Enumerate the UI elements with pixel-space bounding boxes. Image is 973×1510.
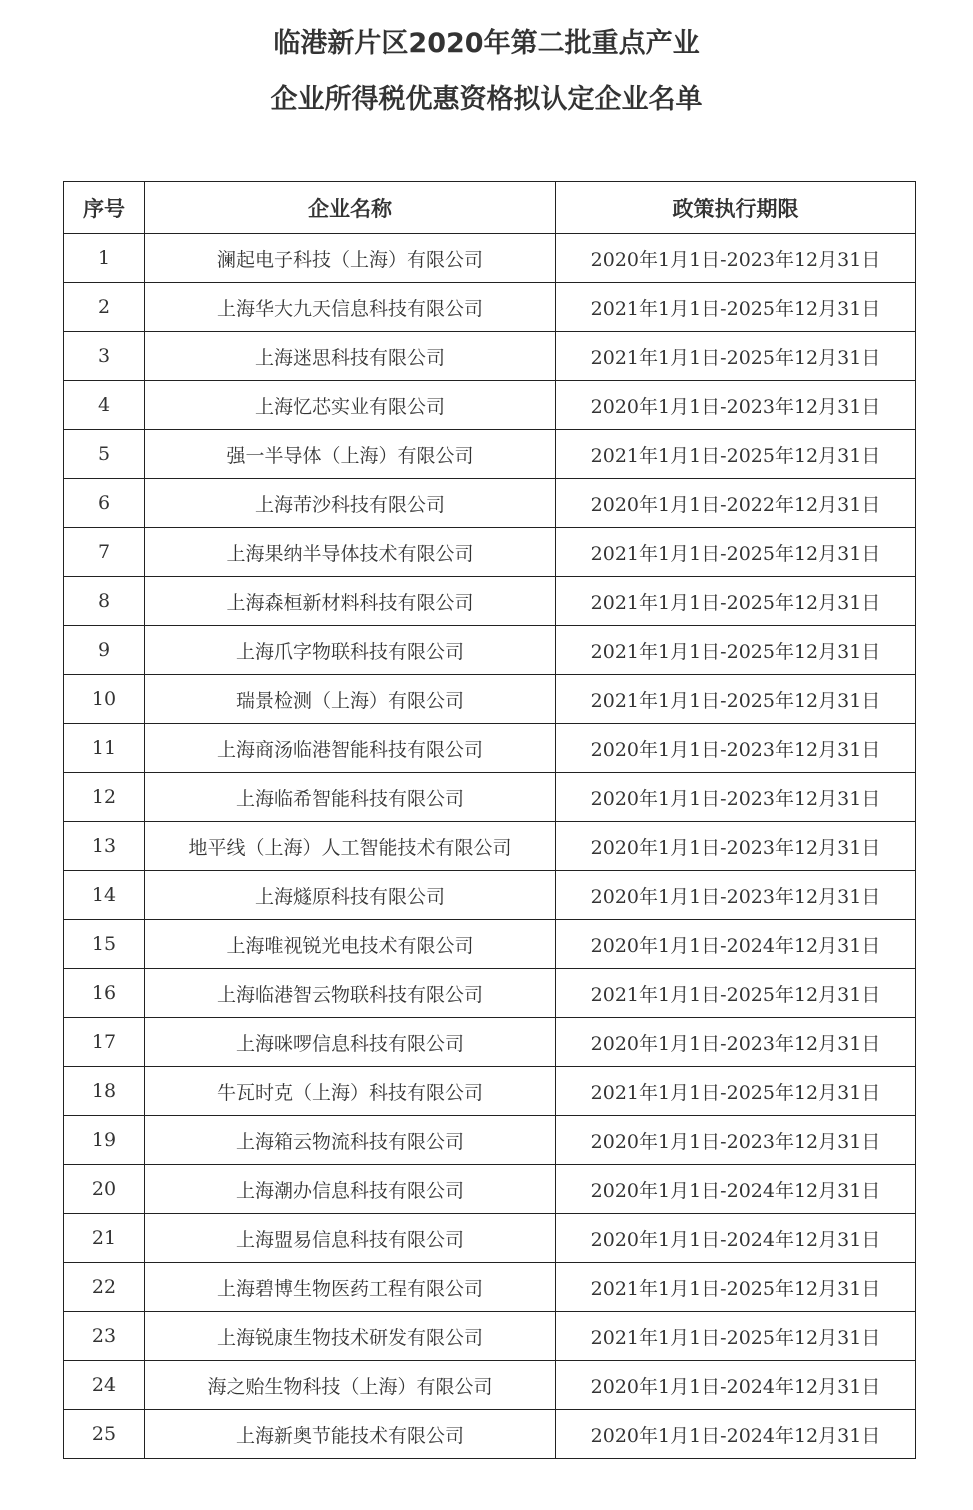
table-row (64, 871, 916, 920)
table-body (64, 234, 916, 1459)
row-index: 22 (64, 1263, 145, 1312)
enterprise-name: 上海潮办信息科技有限公司 (145, 1165, 556, 1214)
enterprise-name: 地平线（上海）人工智能技术有限公司 (145, 822, 556, 871)
row-index: 24 (64, 1361, 145, 1410)
policy-period: 2020年1月1日-2023年12月31日 (556, 871, 916, 920)
enterprise-name: 上海临港智云物联科技有限公司 (145, 969, 556, 1018)
enterprise-name: 牛瓦时克（上海）科技有限公司 (145, 1067, 556, 1116)
policy-period: 2021年1月1日-2025年12月31日 (556, 969, 916, 1018)
policy-period: 2021年1月1日-2025年12月31日 (556, 332, 916, 381)
enterprise-name: 上海碧博生物医药工程有限公司 (145, 1263, 556, 1312)
table-row (64, 1018, 916, 1067)
enterprise-name: 上海盟易信息科技有限公司 (145, 1214, 556, 1263)
policy-period: 2020年1月1日-2022年12月31日 (556, 479, 916, 528)
table-row (64, 773, 916, 822)
enterprise-name: 上海燧原科技有限公司 (145, 871, 556, 920)
enterprise-name: 上海咪啰信息科技有限公司 (145, 1018, 556, 1067)
row-index: 6 (64, 479, 145, 528)
policy-period: 2021年1月1日-2025年12月31日 (556, 626, 916, 675)
table-row (64, 1214, 916, 1263)
table-row (64, 234, 916, 283)
document-title-line-1: 临港新片区2020年第二批重点产业 (273, 28, 700, 59)
header-policy-period: 政策执行期限 (556, 182, 916, 234)
table-row (64, 332, 916, 381)
table-row (64, 969, 916, 1018)
row-index: 4 (64, 381, 145, 430)
policy-period: 2020年1月1日-2023年12月31日 (556, 1116, 916, 1165)
policy-period: 2021年1月1日-2025年12月31日 (556, 528, 916, 577)
table-row (64, 1410, 916, 1459)
table-row (64, 1116, 916, 1165)
table-row (64, 724, 916, 773)
policy-period: 2021年1月1日-2025年12月31日 (556, 283, 916, 332)
table-row (64, 479, 916, 528)
row-index: 2 (64, 283, 145, 332)
row-index: 7 (64, 528, 145, 577)
policy-period: 2021年1月1日-2025年12月31日 (556, 1067, 916, 1116)
row-index: 5 (64, 430, 145, 479)
row-index: 17 (64, 1018, 145, 1067)
table-row (64, 626, 916, 675)
table-row (64, 577, 916, 626)
enterprise-name: 上海锐康生物技术研发有限公司 (145, 1312, 556, 1361)
table-row (64, 1361, 916, 1410)
header-index: 序号 (64, 182, 145, 234)
enterprise-name: 上海森桓新材料科技有限公司 (145, 577, 556, 626)
row-index: 16 (64, 969, 145, 1018)
table-row (64, 822, 916, 871)
row-index: 3 (64, 332, 145, 381)
row-index: 25 (64, 1410, 145, 1459)
table-row (64, 1263, 916, 1312)
table-row (64, 1067, 916, 1116)
table-row (64, 1165, 916, 1214)
table-row (64, 528, 916, 577)
enterprise-list-table (63, 181, 916, 1459)
policy-period: 2021年1月1日-2025年12月31日 (556, 1312, 916, 1361)
policy-period: 2020年1月1日-2023年12月31日 (556, 773, 916, 822)
enterprise-name: 澜起电子科技（上海）有限公司 (145, 234, 556, 283)
policy-period: 2020年1月1日-2023年12月31日 (556, 822, 916, 871)
document-title-line-2: 企业所得税优惠资格拟认定企业名单 (270, 84, 703, 115)
row-index: 9 (64, 626, 145, 675)
policy-period: 2020年1月1日-2023年12月31日 (556, 381, 916, 430)
row-index: 1 (64, 234, 145, 283)
table-row (64, 283, 916, 332)
policy-period: 2020年1月1日-2024年12月31日 (556, 1410, 916, 1459)
policy-period: 2021年1月1日-2025年12月31日 (556, 577, 916, 626)
table-row (64, 920, 916, 969)
row-index: 8 (64, 577, 145, 626)
row-index: 23 (64, 1312, 145, 1361)
table-row (64, 381, 916, 430)
row-index: 13 (64, 822, 145, 871)
enterprise-name: 上海新奥节能技术有限公司 (145, 1410, 556, 1459)
policy-period: 2021年1月1日-2025年12月31日 (556, 1263, 916, 1312)
enterprise-name: 上海果纳半导体技术有限公司 (145, 528, 556, 577)
enterprise-name: 上海爪字物联科技有限公司 (145, 626, 556, 675)
table-header-row (64, 182, 916, 234)
policy-period: 2020年1月1日-2024年12月31日 (556, 920, 916, 969)
enterprise-name: 上海华大九天信息科技有限公司 (145, 283, 556, 332)
policy-period: 2021年1月1日-2025年12月31日 (556, 430, 916, 479)
policy-period: 2020年1月1日-2024年12月31日 (556, 1361, 916, 1410)
enterprise-name: 强一半导体（上海）有限公司 (145, 430, 556, 479)
enterprise-name: 上海芾沙科技有限公司 (145, 479, 556, 528)
enterprise-name: 上海临希智能科技有限公司 (145, 773, 556, 822)
policy-period: 2020年1月1日-2023年12月31日 (556, 724, 916, 773)
enterprise-name: 上海唯视锐光电技术有限公司 (145, 920, 556, 969)
policy-period: 2020年1月1日-2023年12月31日 (556, 1018, 916, 1067)
table-row (64, 430, 916, 479)
enterprise-name: 上海商汤临港智能科技有限公司 (145, 724, 556, 773)
header-enterprise-name: 企业名称 (145, 182, 556, 234)
row-index: 15 (64, 920, 145, 969)
row-index: 12 (64, 773, 145, 822)
row-index: 20 (64, 1165, 145, 1214)
enterprise-name: 上海迷思科技有限公司 (145, 332, 556, 381)
policy-period: 2020年1月1日-2024年12月31日 (556, 1165, 916, 1214)
policy-period: 2020年1月1日-2024年12月31日 (556, 1214, 916, 1263)
table-row (64, 675, 916, 724)
row-index: 14 (64, 871, 145, 920)
enterprise-name: 瑞景检测（上海）有限公司 (145, 675, 556, 724)
row-index: 11 (64, 724, 145, 773)
row-index: 21 (64, 1214, 145, 1263)
row-index: 10 (64, 675, 145, 724)
row-index: 19 (64, 1116, 145, 1165)
table-row (64, 1312, 916, 1361)
policy-period: 2020年1月1日-2023年12月31日 (556, 234, 916, 283)
policy-period: 2021年1月1日-2025年12月31日 (556, 675, 916, 724)
enterprise-name: 上海箱云物流科技有限公司 (145, 1116, 556, 1165)
enterprise-name: 海之贻生物科技（上海）有限公司 (145, 1361, 556, 1410)
row-index: 18 (64, 1067, 145, 1116)
enterprise-name: 上海忆芯实业有限公司 (145, 381, 556, 430)
